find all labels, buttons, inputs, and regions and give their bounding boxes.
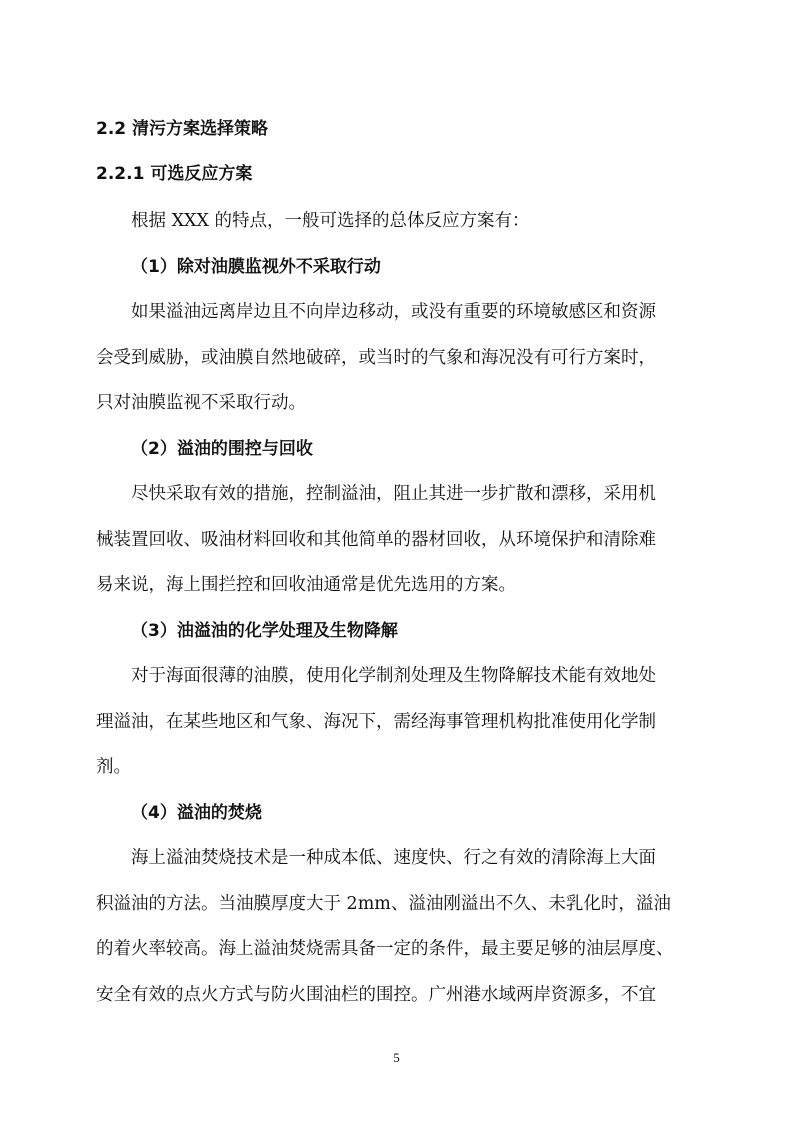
option-1-line: 如果溢油远离岸边且不向岸边移动，或没有重要的环境敏感区和资源 (131, 302, 656, 322)
option-2-heading: （2）溢油的围控与回收 (131, 439, 313, 459)
option-1-heading: （1）除对油膜监视外不采取行动 (131, 257, 381, 277)
intro-paragraph: 根据 XXX 的特点，一般可选择的总体反应方案有： (131, 211, 530, 231)
option-1-line: 只对油膜监视不采取行动。 (96, 393, 306, 413)
option-4-line: 积溢油的方法。当油膜厚度大于 2mm、溢油刚溢出不久、未乳化时，溢油 (96, 894, 671, 914)
page-number: 5 (393, 1050, 400, 1065)
option-3-line: 理溢油，在某些地区和气象、海况下，需经海事管理机构批准使用化学制 (96, 712, 656, 732)
option-1-line: 会受到威胁，或油膜自然地破碎，或当时的气象和海况没有可行方案时， (96, 348, 656, 368)
option-4-heading: （4）溢油的焚烧 (131, 803, 262, 823)
section-heading-2-2-1: 2.2.1 可选反应方案 (96, 164, 253, 184)
option-2-line: 械装置回收、吸油材料回收和其他简单的器材回收，从环境保护和清除难 (96, 530, 656, 550)
option-2-line: 易来说，海上围拦控和回收油通常是优先选用的方案。 (96, 575, 516, 595)
option-3-line: 对于海面很薄的油膜，使用化学制剂处理及生物降解技术能有效地处 (131, 666, 656, 686)
option-4-line: 海上溢油焚烧技术是一种成本低、速度快、行之有效的清除海上大面 (131, 848, 656, 868)
option-4-line: 的着火率较高。海上溢油焚烧需具备一定的条件，最主要足够的油层厚度、 (96, 939, 674, 959)
option-2-line: 尽快采取有效的措施，控制溢油，阻止其进一步扩散和漂移，采用机 (131, 484, 656, 504)
option-3-heading: （3）油溢油的化学处理及生物降解 (131, 621, 398, 641)
section-heading-2-2: 2.2 清污方案选择策略 (96, 119, 269, 139)
option-3-line: 剂。 (96, 757, 131, 777)
option-4-line: 安全有效的点火方式与防火围油栏的围控。广州港水域两岸资源多，不宜 (96, 985, 656, 1005)
